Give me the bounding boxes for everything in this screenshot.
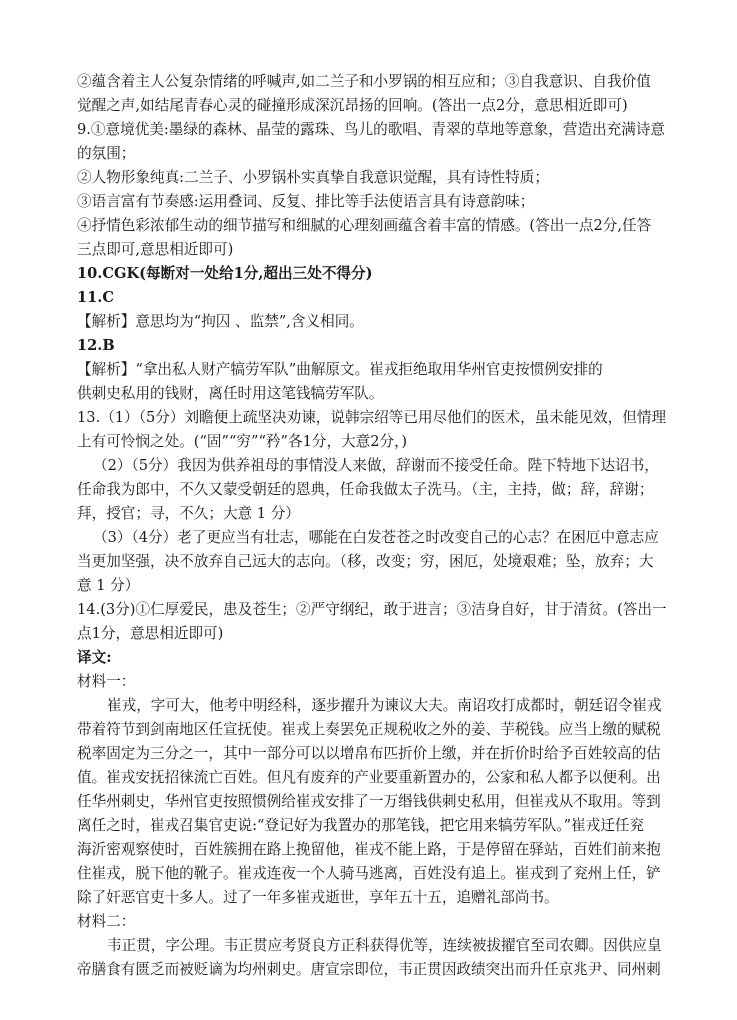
text-line: 【解析】“拿出私人财产犒劳军队”曲解原文。崔戎拒绝取用华州官吏按惯例安排的 (77, 361, 603, 378)
material-heading: 材料一： (77, 673, 136, 690)
text-line: 离任之时，崔戎召集官吏说:“登记好为我置办的那笔钱，把它用来犒劳军队。”崔戎迁任兖 (77, 817, 645, 834)
text-line: 任命我为郎中，不久又蒙受朝廷的恩典，任命我做太子洗马。（主，主持，做；辞，辞谢； (77, 481, 654, 498)
text-line: 觉醒之声,如结尾青春心灵的碰撞形成深沉昂扬的回响。(答出一点2分，意思相近即可) (77, 97, 628, 114)
text-line: （3）（4分）老了更应当有壮志，哪能在白发苍苍之时改变自己的心志？在困厄中意志应 (93, 529, 659, 546)
text-line: 的氛围； (77, 145, 136, 162)
text-line: 14.(3分)①仁厚爱民，患及苍生；②严守纲纪，敢于进言；③洁身自好，甘于清贫。(答出一 (77, 601, 667, 618)
text-line: 拜，授官；寻，不久；大意 1 分） (77, 505, 300, 522)
text-line: 【解析】意思均为“拘囚 、监禁”,含义相同。 (77, 313, 364, 330)
text-line: 供刺史私用的钱财，离任时用这笔钱犒劳军队。 (77, 385, 384, 402)
text-line: 税率固定为三分之一，其中一部分可以以增帛布匹折价上缴，并在折价时给予百姓较高的估 (77, 745, 661, 762)
text-line: 三点即可,意思相近即可) (77, 241, 234, 258)
text-line: 值。崔戎安抚招徕流亡百姓。但凡有废弃的产业要重新置办的，公家和私人都予以便利。出 (77, 769, 661, 786)
answer-heading: 10.CGK(每断对一处给1分,超出三处不得分) (77, 265, 373, 282)
text-line: ②人物形象纯真:二兰子、小罗锅朴实真挚自我意识觉醒，具有诗性特质； (77, 169, 549, 186)
text-line: 上有可怜悯之处。(“固”“穷”“矜”各1分，大意2分，) (77, 433, 408, 450)
text-line: 9.①意境优美:墨绿的森林、晶莹的露珠、鸟儿的歌唱、青翠的草地等意象，营造出充满诗意 (77, 121, 666, 138)
material-heading: 材料二： (77, 913, 136, 930)
text-line: 点1分，意思相近即可) (77, 625, 224, 642)
text-line: 当更加坚强，决不放弃自己远大的志向。（移，改变；穷，困厄，处境艰难；坠，放弃；大 (77, 553, 654, 570)
text-line: 带着符节到剑南地区任宣抚使。崔戎上奏罢免正规税收之外的姜、芋税钱。应当上缴的赋税 (77, 721, 661, 738)
text-line: 意 1 分） (77, 577, 140, 594)
text-line: 海沂密观察使时，百姓簇拥在路上挽留他，崔戎不能上路，于是停留在驿站，百姓们前来抱 (77, 841, 661, 858)
text-line: 任华州刺史，华州官吏按照惯例给崔戎安排了一万缗钱供刺史私用，但崔戎从不取用。等到 (77, 793, 661, 810)
text-line: 帝膳食有匮乏而被贬谪为均州刺史。唐宣宗即位，韦正贯因政绩突出而升任京兆尹、同州刺 (77, 961, 661, 978)
translation-heading: 译文: (77, 649, 112, 666)
text-line: 崔戎，字可大，他考中明经科，逐步擢升为谏议大夫。南诏攻打成都时，朝廷诏令崔戎 (107, 697, 662, 714)
text-line: （2）（5分）我因为供养祖母的事情没人来做，辞谢而不接受任命。陛下特地下达诏书， (93, 457, 659, 474)
text-line: 韦正贯，字公理。韦正贯应考贤良方正科获得优等，连续被拔擢官至司农卿。因供应皇 (107, 937, 662, 954)
text-line: ②蕴含着主人公复杂情绪的呼喊声,如二兰子和小罗锅的相互应和；③自我意识、自我价值 (77, 73, 651, 90)
text-line: 住崔戎，脱下他的靴子。崔戎连夜一个人骑马逃离，百姓没有追上。崔戎到了兖州上任，铲 (77, 865, 661, 882)
text-line: 13.（1）（5分）刘瞻便上疏坚决劝谏，说韩宗绍等已用尽他们的医术，虽未能见效，但情理 (77, 409, 667, 426)
text-line: ③语言富有节奏感:运用叠词、反复、排比等手法使语言具有诗意韵味； (77, 193, 535, 210)
answer-heading: 12.B (77, 337, 115, 354)
text-line: 除了奸恶官吏十多人。过了一年多崔戎逝世，享年五十五，追赠礼部尚书。 (77, 889, 559, 906)
answer-heading: 11.C (77, 289, 115, 306)
text-line: ④抒情色彩浓郁生动的细节描写和细腻的心理刻画蕴含着丰富的情感。(答出一点2分,任答 (77, 217, 652, 234)
